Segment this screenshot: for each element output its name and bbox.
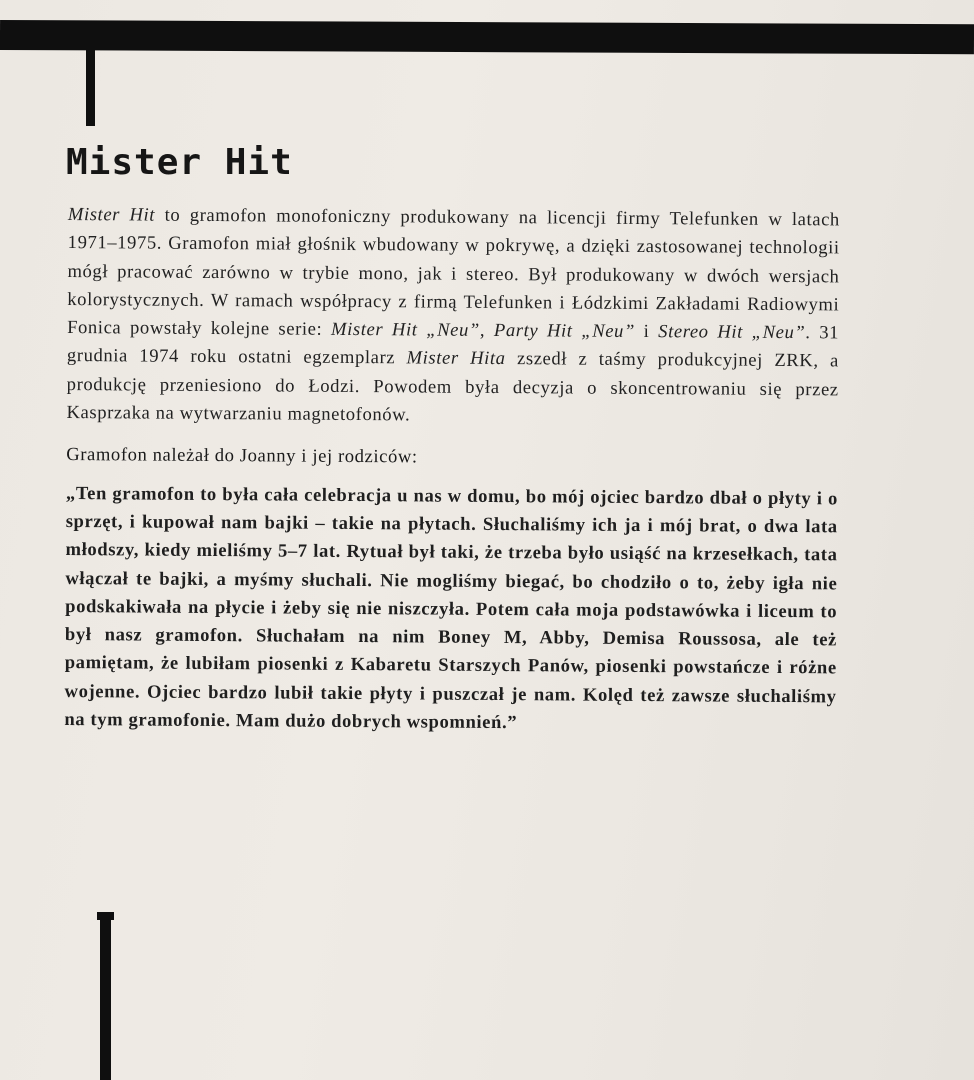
top-left-vertical-tick bbox=[86, 40, 95, 126]
series-2-em: Party Hit „Neu” bbox=[493, 320, 636, 343]
series-1-em: Mister Hit „Neu” bbox=[330, 319, 480, 342]
owner-quote-paragraph: „Ten gramofon to była cała celebracja u nas w domu, bo mój ojciec bardzo dbał o płyty i o sprzęt, i kupował nam bajki – takie na płytach. Słuchaliśmy ich ja i mój brat, o dwa lata młodszy, kiedy mieliśmy 5–7 lat. Rytuał był taki, że trzeba było usiąść na krzesełkach, tata włączał te bajki, a myśmy słuchali. Nie mogliśmy biegać, bo chodziło o to, żeby igła nie podskakiwała na płycie i żeby się nie niszczyła. Potem cała moja podstawówka i liceum to był nasz gramofon. Słuchałam na nim Boney M, Abby, Demisa Roussosa, ale też pamiętam, że lubiłam piosenki z Kabaretu Starszych Panów, piosenki powstańcze i różne wojenne. Ojciec bardzo lubił takie płyty i puszczał je nam. Kolęd też zawsze słuchaliśmy na tym gramofonie. Mam dużo dobrych wspomnień.” bbox=[64, 482, 839, 734]
page-title: Mister Hit bbox=[66, 142, 293, 183]
description-text-1: to gramofon monofoniczny produkowany na licencji firmy Telefunken w latach 1971–1975. Gramofon miał głośnik wbudowany w pokrywę, a dzięki zastosowanej technologii mógł pracować zarówno w trybie mono, jak i stereo. Był produkowany w dwóch wersjach kolorystycznych. W ramach współpracy z firmą Telefunken i Łódzkimi Zakładami Radiowymi Fonica powstały kolejne serie: bbox=[67, 204, 840, 341]
description-text-3: zszedł z taśmy produkcyjnej ZRK, a produkcję przeniesiono do Łodzi. Powodem była decyzja o skoncentrowaniu się przez Kasprzaka na wytwarzaniu magnetofonów. bbox=[66, 348, 839, 426]
top-black-bar bbox=[0, 20, 974, 54]
separator-2: i bbox=[634, 321, 659, 343]
series-3-em: Stereo Hit „Neu” bbox=[658, 321, 806, 344]
separator-1: , bbox=[479, 320, 494, 342]
product-name-genitive-em: Mister Hita bbox=[406, 347, 506, 370]
text-block bbox=[64, 201, 840, 740]
description-paragraph bbox=[66, 201, 840, 433]
owner-intro-paragraph: Gramofon należał do Joanny i jej rodziców: bbox=[66, 444, 418, 468]
description-text-2: . 31 grudnia 1974 roku ostatni egzemplarz bbox=[66, 322, 840, 369]
bottom-left-vertical-tick bbox=[100, 912, 111, 1080]
product-name-em: Mister Hit bbox=[67, 203, 156, 226]
